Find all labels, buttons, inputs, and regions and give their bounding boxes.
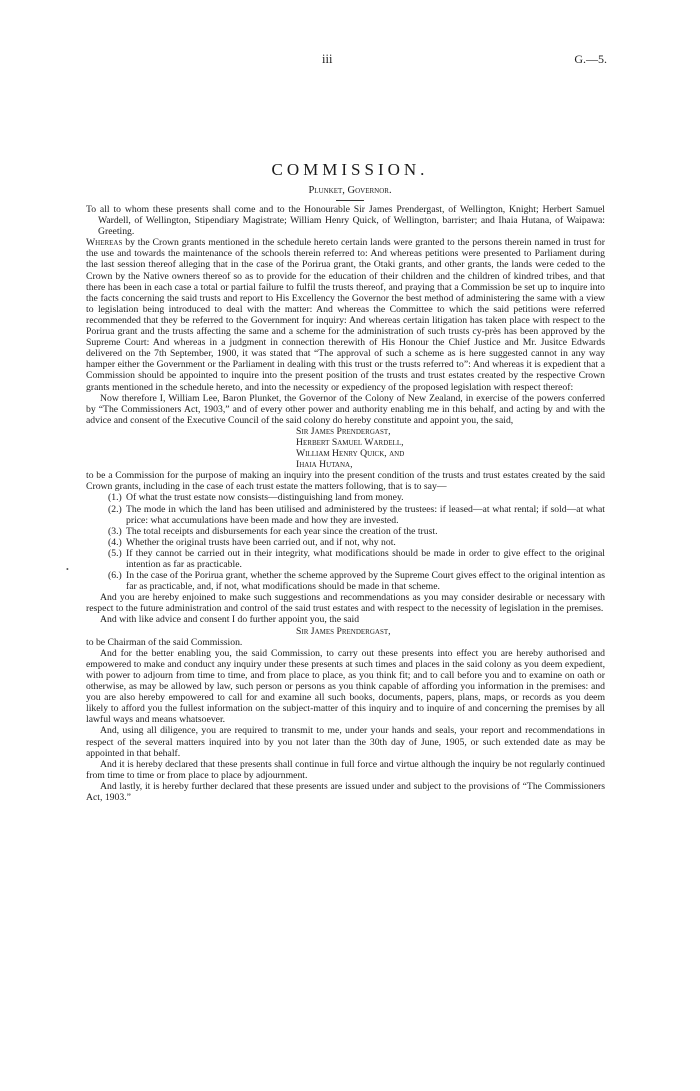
item-number: (5.) bbox=[108, 547, 122, 559]
commissioner-list bbox=[86, 426, 605, 470]
item-text: In the case of the Porirua grant, whether the scheme approved by the Supreme Court gives effect to the original intention as far as practicable, and, if not, what modifications should be made in that scheme. bbox=[126, 570, 605, 593]
commissioner-name: William Henry Quick, and bbox=[296, 448, 405, 460]
item-text: The total receipts and disbursements for each year since the creation of the trust. bbox=[126, 525, 438, 537]
further-appoint-paragraph: And with like advice and consent I do further appoint you, the said bbox=[100, 614, 360, 626]
list-item bbox=[86, 548, 605, 570]
list-item bbox=[86, 504, 605, 526]
commissioner-name: Ihaia Hutana, bbox=[296, 459, 353, 471]
document-title: COMMISSION. bbox=[271, 160, 429, 179]
whereas-lead: Whereas bbox=[86, 237, 123, 249]
item-number: (3.) bbox=[108, 525, 122, 537]
chairman-role: to be Chairman of the said Commission. bbox=[86, 636, 243, 648]
enjoined-paragraph: And you are hereby enjoined to make such suggestions and recommendations as you may consider desirable or necessary with respect to the future administration and control of the said trust estates and with respect to the necessity of legislation in the premises. bbox=[86, 592, 605, 615]
list-item bbox=[86, 492, 605, 503]
commissioner-name: Sir James Prendergast, bbox=[296, 425, 391, 437]
item-text: The mode in which the land has been utilised and administered by the trustees: if leased—at what rental; if sold—at what price: what accumulations have been made and how they are invested. bbox=[126, 503, 605, 526]
report-deadline-paragraph: And, using all diligence, you are required to transmit to me, under your hands and seals, your report and recommendations in respect of the several matters inquired into by you not later than the 30th day of June, 1905, or such extended date as may be appointed in that behalf. bbox=[86, 725, 605, 759]
item-number: (6.) bbox=[108, 570, 122, 582]
list-item bbox=[86, 526, 605, 537]
matters-list bbox=[86, 492, 605, 592]
document-reference: G.—5. bbox=[574, 52, 607, 66]
commissioner-name: Herbert Samuel Wardell, bbox=[296, 436, 404, 448]
whereas-paragraph bbox=[86, 237, 605, 392]
governor-signature: Plunket, Governor. bbox=[308, 185, 392, 196]
list-item bbox=[86, 570, 605, 592]
page-number: iii bbox=[322, 52, 333, 66]
whereas-text: by the Crown grants mentioned in the schedule hereto certain lands were granted to the persons therein named in trust for the use and towards the maintenance of the schools therein referred to: And whereas petitions were presented to Parliament during the last session thereof alleging that in the case of the Porirua grant, the Otaki grants, and other grants, the lands were ceded to the Crown by the Native owners thereof so as to provide for the education of their children and the children of kindred tribes, and that there has been in each case a total or partial failure to fulfil the trusts thereof, and praying that a Commission be set up to inquire into the facts concerning the said trusts and report to His Excellency the Governor the best method of administering the same with a view to legislation being introduced to deal with the matter: And whereas the Committee to which the said petitions were referred recommended that they be referred to the Government for inquiry: And whereas certain litigation has taken place with respect to the Porirua grant and the trusts affecting the same and a scheme for the administration of such trusts cy-près has been approved by the Supreme Court: And whereas in a judgment in connection therewith of His Honour the Chief Justice and Mr. Jusitce Edwards delivered on the 7th September, 1900, it was stated that “The approval of such a scheme as is here suggested cannot in any way hamper either the Government or the Parliament in dealing with this trust or the trusts referred to”: And whereas it is expedient that a Commission should be appointed to inquire into the present position of the trusts and trust estates created by the respective Crown grants mentioned in the schedule hereto, and into the necessity or expediency of the proposed legislation with respect thereof: bbox=[86, 237, 605, 393]
item-text: If they cannot be carried out in their integrity, what modifications should be made in order to give effect to the original intention as far as practicable. bbox=[126, 547, 605, 570]
chairman-name: Sir James Prendergast, bbox=[296, 625, 391, 637]
item-number: (2.) bbox=[108, 503, 122, 515]
margin-mark: • bbox=[66, 565, 69, 574]
signature-rule bbox=[336, 200, 364, 201]
item-number: (1.) bbox=[108, 492, 122, 504]
purpose-paragraph: to be a Commission for the purpose of making an inquiry into the present condition of the trusts and trust estates created by the said Crown grants, including in the case of each trust estate the matters following, that is to say— bbox=[86, 470, 605, 493]
continuation-paragraph: And it is hereby declared that these presents shall continue in full force and virtue although the inquiry be not regularly continued from time to time or from place to place by adjournment. bbox=[86, 758, 605, 781]
item-text: Whether the original trusts have been carried out, and if not, why not. bbox=[126, 536, 396, 548]
address-paragraph: To all to whom these presents shall come and to the Honourable Sir James Prendergast, of Wellington, Knight; Herbert Samuel Wardell, of Wellington, Stipendiary Magistrate; William Henry Quick, of Wellington, barrister; and Ihaia Hutana, of Waipawa: Greeting. bbox=[86, 204, 605, 238]
commission-body bbox=[86, 204, 605, 803]
page-header bbox=[86, 52, 605, 68]
item-text: Of what the trust estate now consists—distinguishing land from money. bbox=[126, 492, 404, 504]
closing-paragraph: And lastly, it is hereby further declared that these presents are issued under and subject to the provisions of “The Commissioners Act, 1903.” bbox=[86, 780, 605, 803]
now-therefore-paragraph: Now therefore I, William Lee, Baron Plunket, the Governor of the Colony of New Zealand, in exercise of the powers conferred by “The Commissioners Act, 1903,” and of every other power and authority enabling me in this behalf, and acting by and with the advice and consent of the Executive Council of the said colony do hereby constitute and appoint you, the said, bbox=[86, 392, 605, 426]
powers-paragraph: And for the better enabling you, the said Commission, to carry out these presents into effect you are hereby authorised and empowered to make and conduct any inquiry under these presents at such times and places in the said colony as you deem expedient, with power to adjourn from time to time, and from place to place, as you think fit; and to call before you and to examine on oath or otherwise, as may be allowed by law, such person or persons as you think capable of affording you information in the premises: and you are also hereby empowered to call for and examine all such books, documents, papers, plans, maps, or records as you deem likely to afford you the fullest information on the subject-matter of this inquiry and to inquire of and concerning the premises by all lawful ways and means whatsoever. bbox=[86, 647, 605, 726]
list-item bbox=[86, 537, 605, 548]
item-number: (4.) bbox=[108, 536, 122, 548]
